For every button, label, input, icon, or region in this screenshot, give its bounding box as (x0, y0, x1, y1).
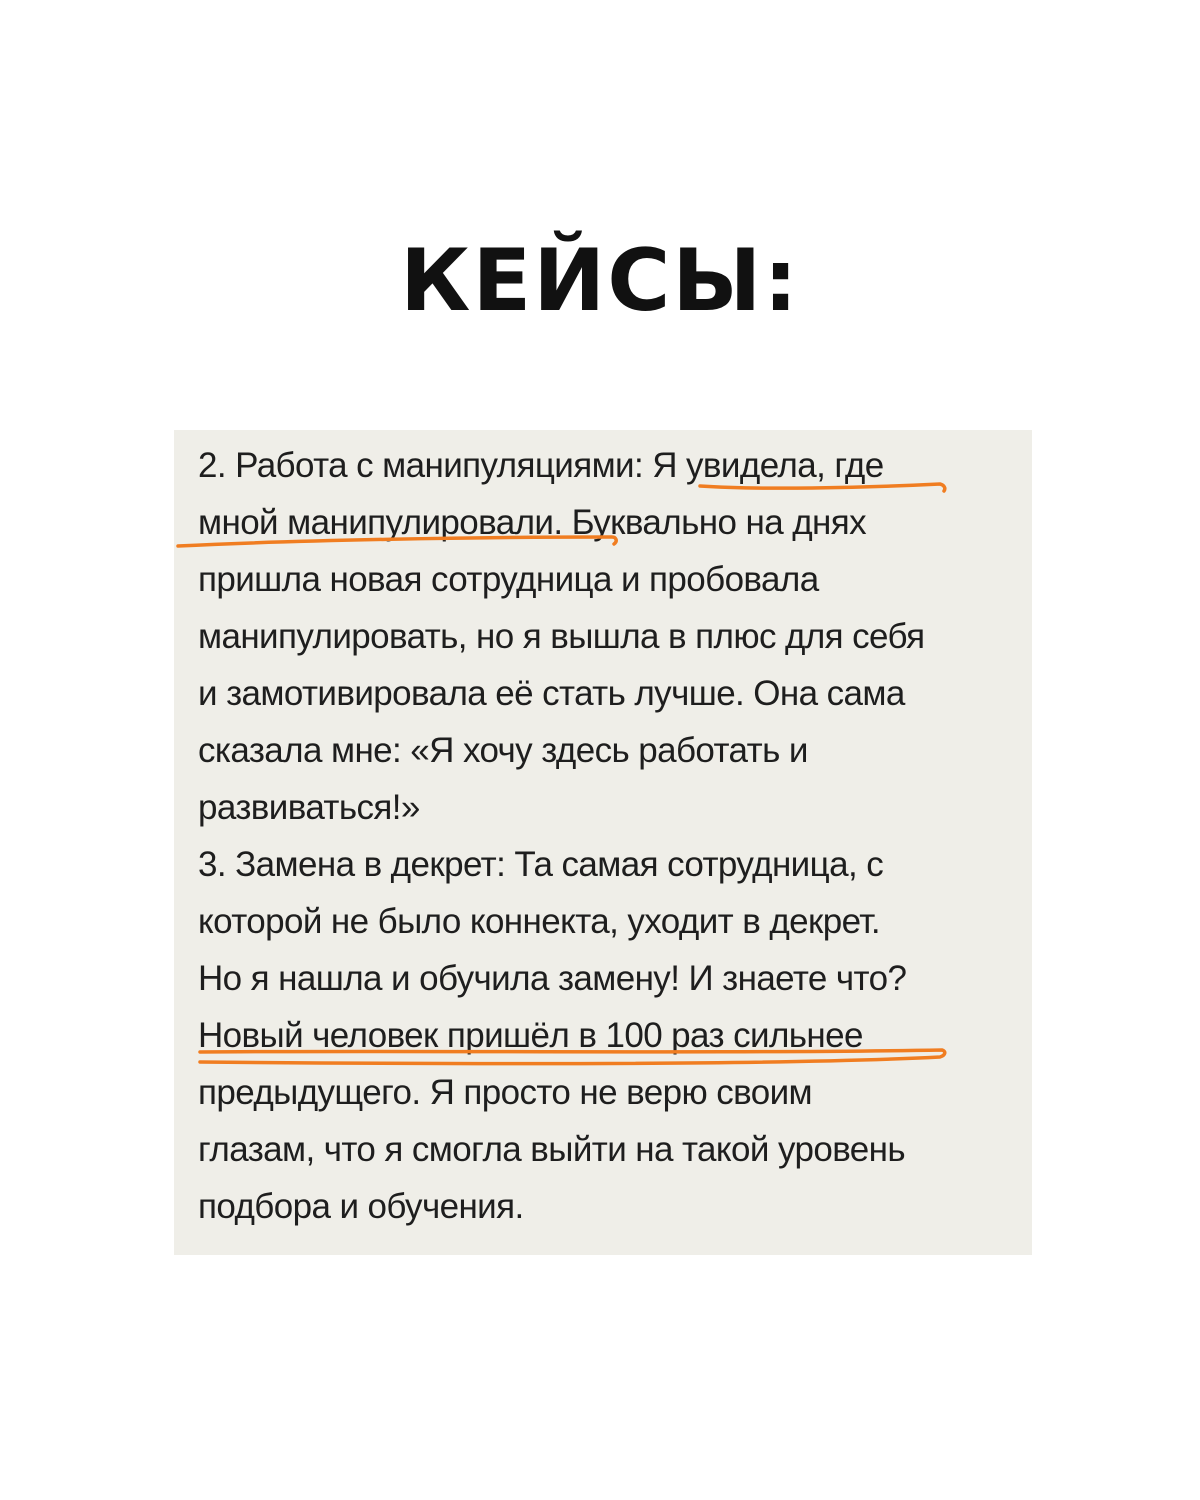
text-line: и замотивировала её стать лучше. Она сама (198, 674, 905, 713)
text-line: Но я нашла и обучила замену! И знаете что? (198, 959, 907, 998)
text-line (198, 494, 1018, 551)
text-line: глазам, что я смогла выйти на такой уровень (198, 1130, 906, 1169)
text-segment: 2. Работа с манипуляциями: (198, 446, 653, 485)
text-line (198, 437, 1018, 494)
highlighted-phrase: мной манипулировали. (198, 503, 563, 542)
text-line: которой не было коннекта, уходит в декрет. (198, 902, 880, 941)
text-line (198, 1007, 1018, 1064)
highlighted-phrase: Новый человек пришёл в 100 раз сильнее (198, 1016, 863, 1055)
text-line: манипулировать, но я вышла в плюс для себя (198, 617, 925, 656)
text-line: сказала мне: «Я хочу здесь работать и (198, 731, 808, 770)
text-segment: Буквально на днях (562, 503, 866, 542)
page-title: КЕЙСЫ: (400, 231, 800, 331)
text-line: предыдущего. Я просто не верю своим (198, 1073, 813, 1112)
card-text (198, 437, 1018, 1235)
highlighted-phrase: Я увидела, где (652, 446, 884, 485)
text-line: 3. Замена в декрет: Та самая сотрудница, с (198, 845, 884, 884)
text-line: пришла новая сотрудница и пробовала (198, 560, 819, 599)
text-line: подбора и обучения. (198, 1187, 524, 1226)
text-line: развиваться!» (198, 788, 420, 827)
